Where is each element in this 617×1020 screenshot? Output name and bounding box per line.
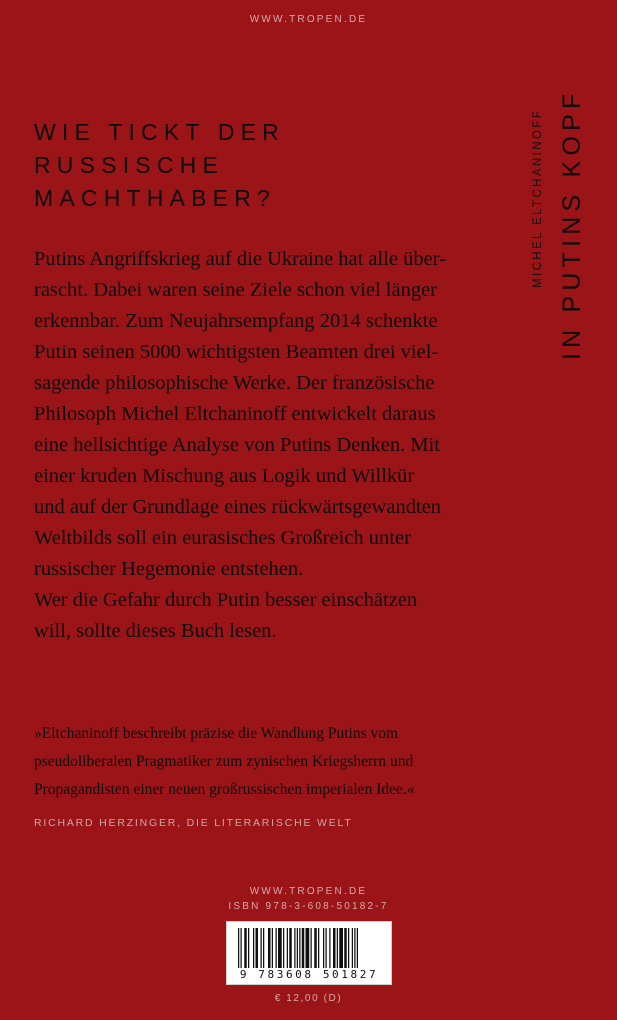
barcode-bar xyxy=(283,928,284,968)
barcode-bar xyxy=(357,928,358,968)
barcode-bar xyxy=(323,928,324,968)
barcode-bar xyxy=(348,928,349,968)
barcode-bar xyxy=(352,928,353,968)
quote-line: Propagandisten einer neuen großrussischen imperialen Idee.« xyxy=(34,781,415,798)
barcode-bar xyxy=(339,928,343,968)
barcode-bar xyxy=(287,928,288,968)
blurb-line: eine hellsichtige Analyse von Putins Denken. Mit xyxy=(34,434,440,456)
isbn: ISBN 978-3-608-50182-7 xyxy=(228,901,389,912)
barcode-bar xyxy=(299,928,300,968)
review-quote xyxy=(34,720,504,804)
blurb-line: Weltbilds soll ein eurasisches Großreich unter xyxy=(34,527,411,549)
barcode-bar xyxy=(244,928,247,968)
publisher-url-top: WWW.TROPEN.DE xyxy=(249,14,368,25)
barcode-bar xyxy=(268,928,271,968)
barcode-bar xyxy=(306,928,310,968)
barcode-bar xyxy=(326,928,327,968)
barcode-bar xyxy=(344,928,347,968)
barcode-bar xyxy=(289,928,292,968)
barcode-bar xyxy=(276,928,277,968)
barcode-bar xyxy=(333,928,336,968)
blurb-text xyxy=(34,244,504,647)
barcode-bar xyxy=(354,928,355,968)
spine xyxy=(532,40,617,370)
blurb-line: und auf der Grundlage eines rückwärtsgewandten xyxy=(34,496,441,518)
barcode xyxy=(226,921,392,985)
price: € 12,00 (D) xyxy=(274,993,343,1004)
blurb-line: Wer die Gefahr durch Putin besser einschätzen xyxy=(34,589,418,611)
blurb-line: erkennbar. Zum Neujahrsempfang 2014 schenkte xyxy=(34,310,438,332)
barcode-bar xyxy=(302,928,305,968)
barcode-bar xyxy=(314,928,317,968)
spine-title: IN PUTINS KOPF xyxy=(558,88,586,360)
barcode-bar xyxy=(238,928,239,968)
barcode-bar xyxy=(337,928,338,968)
blurb-line: russischer Hegemonie entstehen. xyxy=(34,558,304,580)
quote-line: »Eltchaninoff beschreibt präzise die Wandlung Putins vom xyxy=(34,725,399,742)
barcode-bar xyxy=(256,928,259,968)
blurb-line: will, sollte dieses Buch lesen. xyxy=(34,620,277,642)
barcode-bar xyxy=(241,928,242,968)
blurb-line: sagende philosophische Werke. Der französische xyxy=(34,372,435,394)
quote-line: pseudoliberalen Pragmatiker zum zynischen Kriegsherrn und xyxy=(34,753,414,770)
spine-author: MICHEL ELTCHANINOFF xyxy=(532,108,544,288)
barcode-bar xyxy=(248,928,249,968)
barcode-bar xyxy=(278,928,282,968)
headline-line: WIE TICKT DER xyxy=(34,119,285,145)
barcode-bar xyxy=(263,928,264,968)
barcode-bar xyxy=(272,928,273,968)
blurb-line: einer kruden Mischung aus Logik und Willkür xyxy=(34,465,415,487)
blurb-line: Putins Angriffskrieg auf die Ukraine hat alle über- xyxy=(34,248,446,270)
headline-line: MACHTHABER? xyxy=(34,185,277,211)
barcode-bar xyxy=(253,928,254,968)
headline xyxy=(34,116,285,215)
publisher-url-bottom: WWW.TROPEN.DE xyxy=(249,886,368,897)
barcode-bars xyxy=(238,928,380,968)
blurb-line: Philosoph Michel Eltchaninoff entwickelt daraus xyxy=(34,403,436,425)
blurb-line: rascht. Dabei waren seine Ziele schon viel länger xyxy=(34,279,437,301)
quote-source: RICHARD HERZINGER, DIE LITERARISCHE WELT xyxy=(34,817,353,829)
barcode-bar xyxy=(297,928,298,968)
barcode-digits: 9 783608 501827 xyxy=(239,968,379,981)
barcode-bar xyxy=(294,928,295,968)
barcode-bar xyxy=(318,928,319,968)
barcode-bar xyxy=(311,928,312,968)
blurb-line: Putin seinen 5000 wichtigsten Beamten drei viel- xyxy=(34,341,439,363)
barcode-bar xyxy=(329,928,330,968)
barcode-bar xyxy=(261,928,262,968)
headline-line: RUSSISCHE xyxy=(34,152,224,178)
